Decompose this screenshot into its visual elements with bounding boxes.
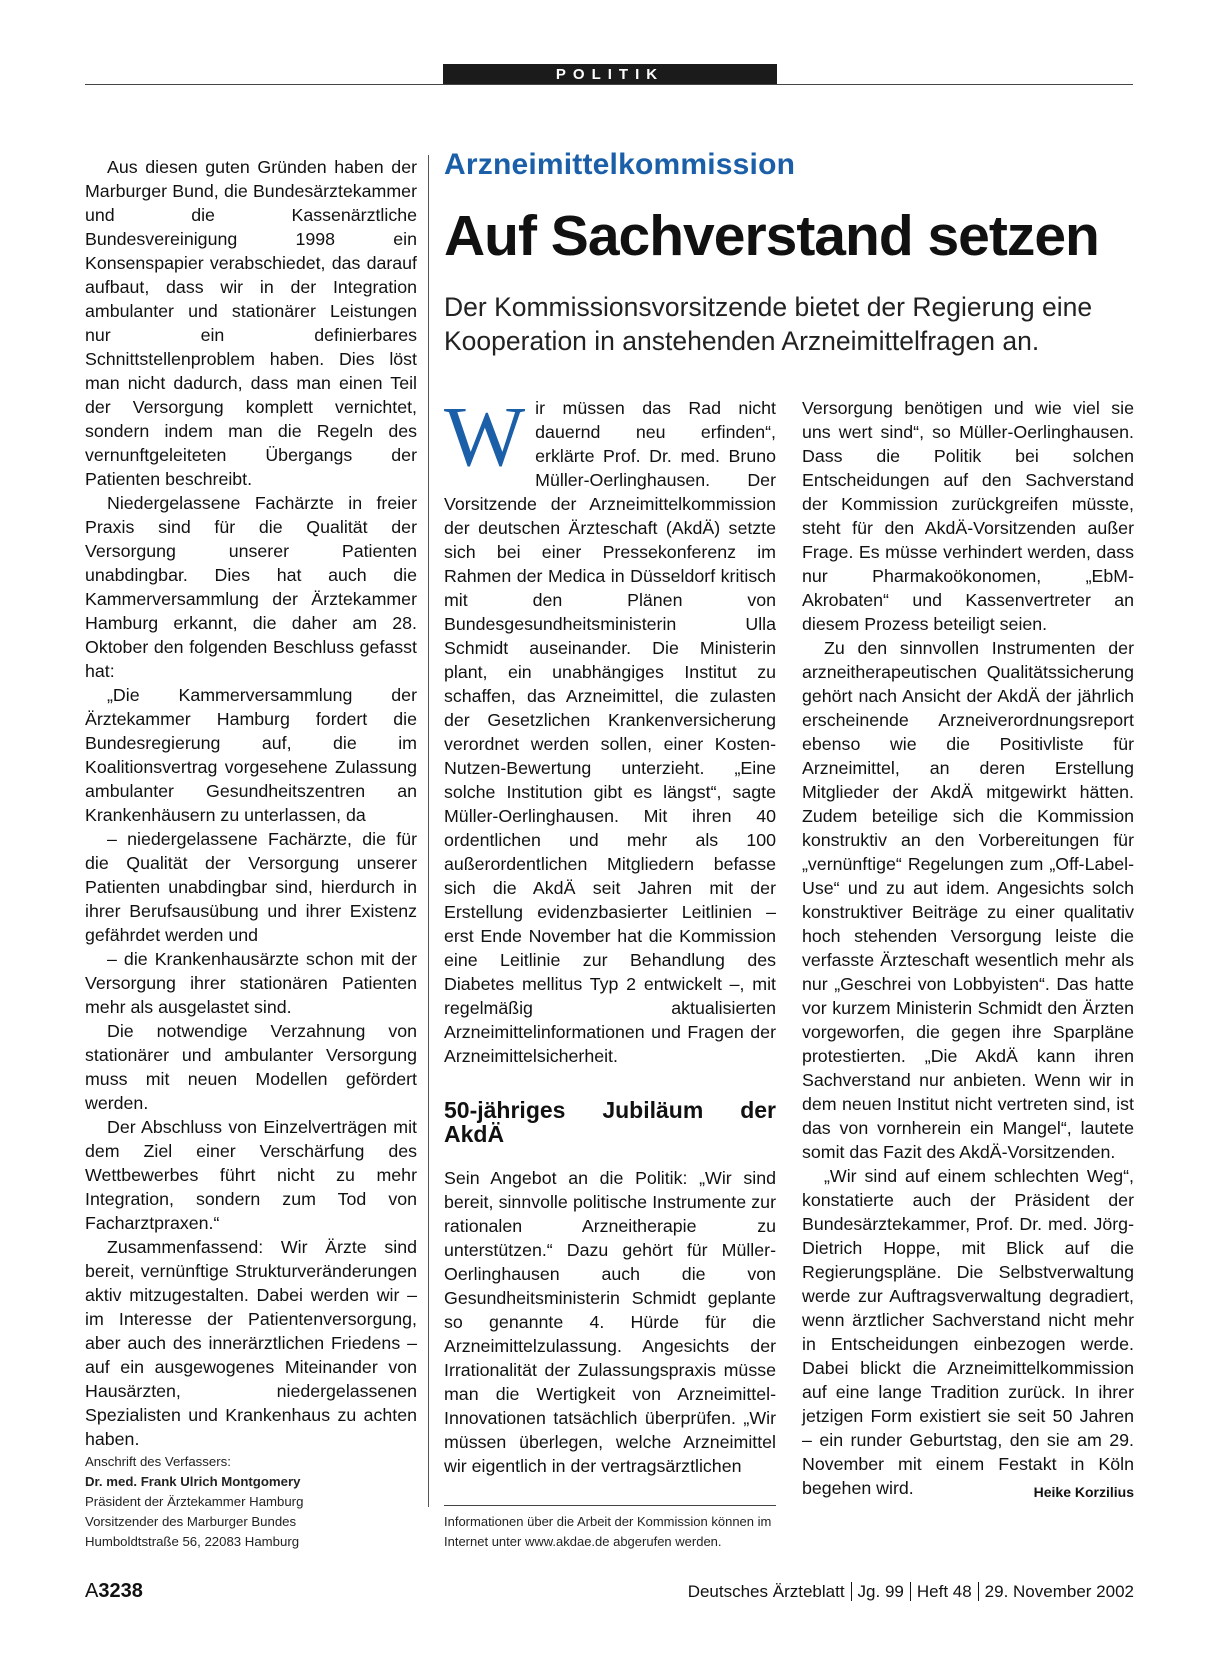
section-tag: POLITIK: [443, 64, 777, 85]
paragraph: Sein Angebot an die Politik: „Wir sind bereit, sinnvolle politische Instrumente zur rationalen Arzneitherapie zu unterstützen.“ Dazu gehört für Müller-Oerlinghausen auch die von Gesundheitsministerin Schmidt geplante so genannte 4. Hürde für die Arzneimittelzulassung. Angesichts der Irrationalität der Zulassungspraxis müsse man die Wertigkeit von Arzneimittel-Innovationen tatsächlich überprüfen. „Wir müssen überlegen, welche Arzneimittel wir eigentlich in der vertragsärztlichen: [444, 1168, 776, 1476]
paragraph: [802, 1164, 1134, 1500]
page-number-value: 3238: [98, 1580, 143, 1602]
page-number: [85, 1580, 143, 1603]
paragraph-text: ir müssen das Rad nicht dauernd neu erfinden“, erklärte Prof. Dr. med. Bruno Müller-Oerlinghausen. Der Vorsitzende der Arzneimittelkommission der deutschen Ärzteschaft (AkdÄ) setzte sich bei einer Pressekonferenz im Rahmen der Medica in Düsseldorf kritisch mit den Plänen von Bundesgesundheitsministerin Ulla Schmidt auseinander. Die Ministerin plant, ein unabhängiges Institut zu schaffen, das Arzneimittel, die zulasten der Gesetzlichen Krankenversicherung verordnet werden sollen, einer Kosten-Nutzen-Bewertung unterzieht. „Eine solche Institution gibt es längst“, sagte Müller-Oerlinghausen. Mit ihren 40 ordentlichen und mehr als 100 außerordentlichen Mitgliedern befasse sich die AkdÄ seit Jahren mit der Erstellung evidenzbasierter Leitlinien – erst Ende November hat die Kommission eine Leitlinie zur Behandlung des Diabetes mellitus Typ 2 entwickelt –, mit regelmäßig aktualisierten Arzneimittelinformationen und Fragen der Arzneimittelsicherheit.: [444, 398, 776, 1066]
author-address: [85, 1452, 425, 1552]
author-signature: Heike Korzilius: [1033, 1484, 1134, 1500]
author-label: Anschrift des Verfassers:: [85, 1454, 231, 1469]
paragraph: Niedergelassene Fachärzte in freier Praxis sind für die Qualität der Versorgung unserer Patienten unabdingbar. Dies hat auch die Kammerversammlung der Ärztekammer Hamburg erkannt, die daher am 28. Oktober den folgenden Beschluss gefasst hat:: [85, 493, 417, 681]
drop-cap: W: [444, 388, 526, 484]
paragraph: [444, 388, 776, 1068]
issue: Heft 48: [916, 1582, 972, 1601]
separator: [851, 1582, 852, 1601]
author-line: Humboldtstraße 56, 22083 Hamburg: [85, 1534, 300, 1549]
column-middle: [444, 388, 776, 1478]
list-item: – die Krankenhausärzte schon mit der Versorgung ihrer stationären Patienten mehr als ausgelastet sind.: [85, 949, 417, 1017]
paragraph: Zusammenfassend: Wir Ärzte sind bereit, vernünftige Strukturveränderungen aktiv mitzugestalten. Dabei werden wir – im Interesse der Patientenversorgung, aber auch des innerärztlichen Friedens – auf ein ausgewogenes Miteinander von Hausärzten, niedergelassenen Spezialisten und Krankenhaus zu achten haben.: [85, 1237, 417, 1449]
author-name: Dr. med. Frank Ulrich Montgomery: [85, 1474, 301, 1489]
separator: [910, 1582, 911, 1601]
column-right: [802, 396, 1134, 1504]
info-note: Informationen über die Arbeit der Kommission können im Internet unter www.akdae.de abgerufen werden.: [444, 1505, 776, 1552]
paragraph: Die notwendige Verzahnung von stationärer und ambulanter Versorgung muss mit neuen Modellen gefördert werden.: [85, 1021, 417, 1113]
paragraph: Versorgung benötigen und wie viel sie uns wert sind“, so Müller-Oerlinghausen. Dass die Politik bei solchen Entscheidungen auf den Sachverstand der Kommission zurückgreifen müsste, steht für den AkdÄ-Vorsitzenden außer Frage. Es müsse verhindert werden, dass nur Pharmakoökonomen, „EbM-Akrobaten“ und Kassenvertreter an diesem Prozess beteiligt seien.: [802, 398, 1134, 634]
article-kicker: Arzneimittelkommission: [444, 148, 796, 181]
journal-name: Deutsches Ärzteblatt: [687, 1582, 845, 1601]
page-prefix: A: [85, 1580, 99, 1602]
column-left: [85, 155, 417, 1451]
article-headline: Auf Sachverstand setzen: [444, 204, 1099, 268]
paragraph: Der Abschluss von Einzelverträgen mit dem Ziel einer Verschärfung des Wettbewerbes führt nicht zu mehr Integration, sondern zum Tod von Facharztpraxen.“: [85, 1117, 417, 1233]
paragraph-text: „Wir sind auf einem schlechten Weg“, konstatierte auch der Präsident der Bundesärztekammer, Prof. Dr. med. Jörg-Dietrich Hoppe, mit Blick auf die Regierungspläne. Die Selbstverwaltung werde zur Auftragsverwaltung degradiert, wenn ärztlicher Sachverstand nicht mehr in Entscheidungen einbezogen werde. Dabei blickt die Arzneimittelkommission auf eine lange Tradition zurück. In ihrer jetzigen Form existiert sie seit 50 Jahren – ein runder Geburtstag, den sie am 29. November mit einem Festakt in Köln begehen wird.: [802, 1166, 1134, 1498]
quote-paragraph: „Die Kammerversammlung der Ärztekammer Hamburg fordert die Bundesregierung auf, die im Koalitionsvertrag vorgesehene Zulassung ambulanter Gesundheitszentren an Krankenhäusern zu unterlassen, da: [85, 685, 417, 825]
column-divider: [428, 155, 429, 1507]
date: 29. November 2002: [984, 1582, 1134, 1601]
header-rule: [85, 84, 1133, 85]
volume: Jg. 99: [857, 1582, 904, 1601]
subheading: 50-jähriges Jubiläum der AkdÄ: [444, 1097, 776, 1147]
paragraph: Aus diesen guten Gründen haben der Marburger Bund, die Bundesärztekammer und die Kassenärztliche Bundesvereinigung 1998 ein Konsenspapier verabschiedet, das darauf aufbaut, dass wir in der Integration ambulanter und stationärer Leistungen nur ein definierbares Schnittstellenproblem haben. Dies löst man nicht dadurch, dass man einen Teil der Versorgung komplett vernichtet, sondern indem man die Regeln des vernunftgeleiteten Übergangs der Patienten beschreibt.: [85, 157, 417, 489]
footer-citation: [688, 1582, 1134, 1602]
article-deck: Der Kommissionsvorsitzende bietet der Regierung eine Kooperation in anstehenden Arzneimittelfragen an.: [444, 292, 1093, 356]
paragraph: Zu den sinnvollen Instrumenten der arzneitherapeutischen Qualitätssicherung gehört nach Ansicht der AkdÄ der jährlich erscheinende Arzneiverordnungsreport ebenso wie die Positivliste für Arzneimittel, an deren Erstellung Mitglieder der AkdÄ mitgewirkt hätten. Zudem beteilige sich die Kommission konstruktiv an den Vorbereitungen für „vernünftige“ Regelungen zum „Off-Label-Use“ und zu aut idem. Angesichts solch konstruktiver Beiträge zu einer qualitativ hoch stehenden Versorgung leiste die verfasste Ärzteschaft wesentlich mehr als nur „Geschrei von Lobbyisten“. Das hatte vor kurzem Ministerin Schmidt den Ärzten vorgeworfen, die gegen ihre Sparpläne protestierten. „Die AkdÄ kann ihren Sachverstand nur anbieten. Wenn wir in dem neuen Institut nicht vertreten sind, ist das von vornherein ein Mangel“, lautete somit das Fazit des AkdÄ-Vorsitzenden.: [802, 638, 1134, 1162]
list-item: – niedergelassene Fachärzte, die für die Qualität der Versorgung unserer Patienten unabdingbar sind, hierdurch in ihrer Berufsausübung und ihrer Existenz gefährdet werden und: [85, 829, 417, 945]
separator: [978, 1582, 979, 1601]
author-line: Präsident der Ärztekammer Hamburg: [85, 1494, 304, 1509]
author-line: Vorsitzender des Marburger Bundes: [85, 1514, 297, 1529]
